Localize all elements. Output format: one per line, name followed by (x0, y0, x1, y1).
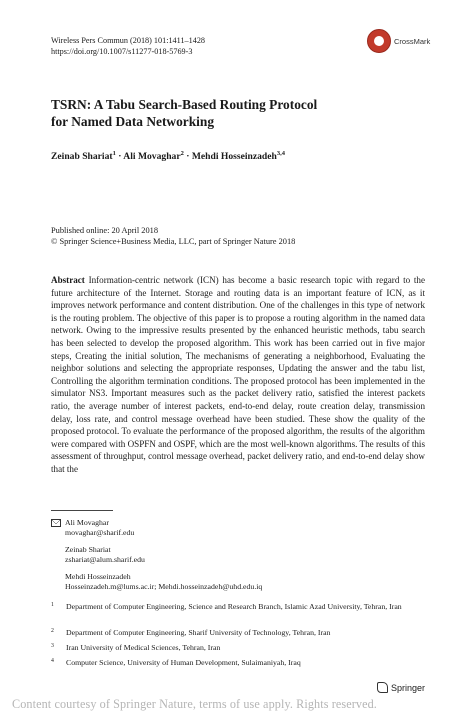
title-line-2: for Named Data Networking (51, 114, 215, 129)
author-name: Ali Movaghar (123, 151, 181, 163)
doi-link[interactable]: https://doi.org/10.1007/s11277-018-5769-3 (51, 47, 193, 56)
paper-title (51, 96, 411, 130)
author-contact (65, 545, 425, 566)
springer-logo (377, 682, 425, 693)
affiliation-number: 1 (51, 602, 54, 608)
crossmark-label: CrossMark (394, 36, 431, 46)
footnote-divider (51, 510, 113, 511)
author-name: Zeinab Shariat (65, 545, 111, 554)
author-affiliation-mark: 2 (180, 150, 184, 157)
affiliation-text: Iran University of Medical Sciences, Tehran, Iran (66, 643, 221, 652)
author-name: Mehdi Hosseinzadeh (191, 151, 277, 163)
corresponding-author (65, 518, 425, 539)
envelope-icon (51, 519, 61, 527)
affiliation-text: Department of Computer Engineering, Sharif University of Technology, Tehran, Iran (66, 628, 331, 637)
author-email[interactable]: Hosseinzadeh.m@lums.ac.ir; Mehdi.hosseinzadeh@uhd.edu.iq (65, 582, 263, 592)
author-affiliation-mark: 1 (112, 150, 116, 157)
published-date: Published online: 20 April 2018 (51, 226, 159, 235)
abstract-heading: Abstract (51, 275, 85, 285)
author-contact (65, 572, 425, 593)
author-affiliation-mark: 3,4 (276, 150, 285, 157)
crossmark-icon (367, 29, 391, 53)
affiliation-number: 3 (51, 643, 54, 649)
author-name: Mehdi Hosseinzadeh (65, 572, 131, 581)
journal-line: Wireless Pers Commun (2018) 101:1411–1428 (51, 36, 206, 45)
author-list (51, 150, 285, 162)
author-email[interactable]: zshariat@alum.sharif.edu (65, 555, 145, 565)
affiliation-number: 4 (51, 658, 54, 664)
journal-citation (51, 35, 205, 57)
title-line-1: TSRN: A Tabu Search-Based Routing Protocol (51, 97, 318, 112)
affiliation-text: Department of Computer Engineering, Science and Research Branch, Islamic Azad University, Tehran, Iran (66, 602, 402, 611)
author-name: Ali Movaghar (65, 518, 109, 527)
copyright-notice: © Springer Science+Business Media, LLC, part of Springer Nature 2018 (51, 237, 296, 246)
crossmark-badge[interactable] (367, 29, 430, 53)
author-email[interactable]: movaghar@sharif.edu (65, 528, 135, 538)
publication-info (51, 225, 295, 247)
abstract (51, 274, 425, 476)
affiliation-number: 2 (51, 628, 54, 634)
author-separator: · (115, 151, 124, 163)
courtesy-notice: Content courtesy of Springer Nature, terms of use apply. Rights reserved. (12, 697, 377, 711)
author-separator: · (183, 151, 192, 163)
abstract-text: Information-centric network (ICN) has become a basic research topic with regard to the future architecture of the Internet. Storage and routing data is an important feature of ICN, as it improves network performance and content distribution. One of the challenges in this type of network is the routing problem. The objective of this paper is to propose a routing algorithm in the named data network. Owing to the impressive results presented by the enhanced heuristic methods, tabu search has been selected to develop the proposed algorithm. This work has been carried out in five major steps, Creating the initial solution, The mechanisms of generating a neighborhood, Evaluating the neighbor solutions and selecting the appropriate responses, Updating the answer and the tabu list, Controlling the algorithm termination conditions. The proposed protocol has been implemented in the simulator NS3. Important measures such as the packet delivery ratio, satisfied the interest packets ratio, the average number of interest packets, end-to-end delay, route creation delay, transmission delay, loss rate, and control message overhead have been studied. These show the quality of the proposed protocol. To evaluate the performance of the proposed algorithm, the results of the algorithm were compared with OSPFN and OSPF, which are the most well-known algorithms. The results of this assessment of throughput, control message overhead, packet delivery ratio, and end-to-end delay show that the (51, 275, 425, 474)
author-name: Zeinab Shariat (51, 151, 113, 163)
springer-horse-icon (377, 682, 388, 693)
publisher-name: Springer (391, 682, 426, 693)
affiliation-text: Computer Science, University of Human Development, Sulaimaniyah, Iraq (66, 658, 301, 667)
